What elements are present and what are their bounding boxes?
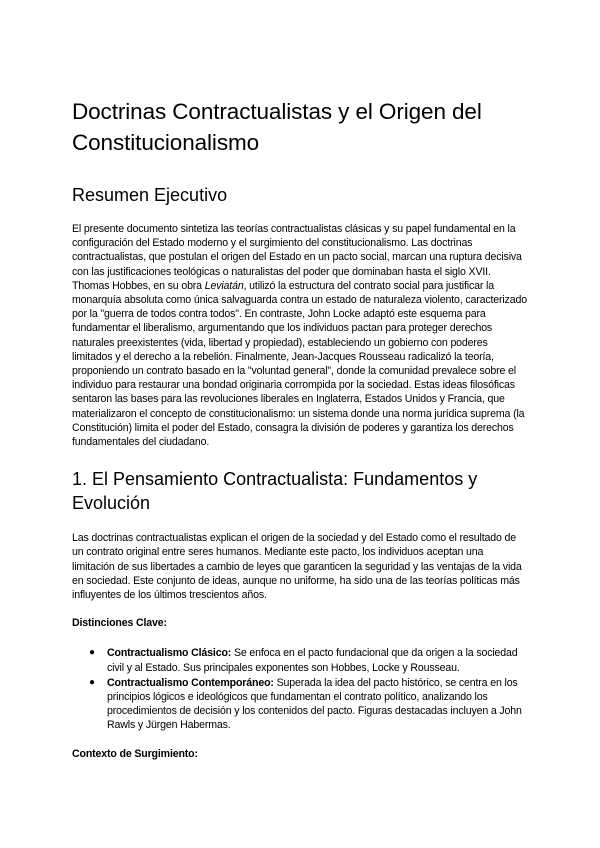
summary-text-start: El presente documento sintetiza las teorías contractualistas clásicas y su papel fundamental en la configuración del Estado moderno y el surgimiento del constitucionalismo. Las doctrinas contractualistas, que postulan el origen del Estado en un pacto social, marcan una ruptura decisiva con las justificaciones teológicas o naturalistas del poder que dominaban hasta el siglo XVII. Thomas Hobbes, en su obra [72, 223, 522, 292]
list-item [89, 676, 528, 733]
summary-book-title: Leviatán [204, 279, 244, 292]
list-item-term: Contractualismo Contemporáneo: [107, 676, 274, 689]
list-item-text: Superada la idea del pacto histórico, se centra en los principios lógicos e ideológicos que fundamentan el contrato político, analizando los procedimientos de decisión y los contenidos del pacto. Figuras destacadas incluyen a John Rawls y Jürgen Habermas. [107, 676, 522, 732]
section-1-paragraph: Las doctrinas contractualistas explican el origen de la sociedad y del Estado como el resultado de un contrato original entre seres humanos. Mediante este pacto, los individuos aceptan una limitación de sus libertades a cambio de leyes que garanticen la seguridad y las ventajas de la vida en sociedad. Este conjunto de ideas, aunque no uniforme, ha sido una de las teorías políticas más influyentes de los últimos trescientos años. [72, 532, 522, 602]
summary-text-end: , utilizó la estructura del contrato social para justificar la monarquía absoluta como única salvaguarda contra un estado de naturaleza violento, caracterizado por la "guerra de todos contra todos". En contraste, John Locke adaptó este esquema para fundamentar el liberalismo, argumentando que los individuos pactan para proteger derechos naturales preexistentes (vida, libertad y propiedad), estableciendo un gobierno con poderes limitados y el derecho a la rebelión. Finalmente, Jean-Jacques Rousseau radicalizó la teoría, proponiendo un contrato basado en la "voluntad general", donde la comunidad prevalece sobre el individuo para restaurar una bondad originaria corrompida por la sociedad. Estas ideas filosóficas sentaron las bases para las revoluciones liberales en Inglaterra, Estados Unidos y Francia, que materializaron el concepto de constitucionalismo: un sistema donde una norma jurídica suprema (la Constitución) limita el poder del Estado, consagra la división de poderes y garantiza los derechos fundamentales del ciudadano. [72, 279, 527, 449]
distinctions-list [72, 646, 528, 732]
context-label: Contexto de Surgimiento: [72, 747, 198, 760]
distinctions-label: Distinciones Clave: [72, 617, 167, 630]
list-item [89, 646, 528, 674]
list-item-term: Contractualismo Clásico: [107, 647, 232, 660]
section-1-heading: 1. El Pensamiento Contractualista: Fundamentos y Evolución [72, 469, 478, 514]
document-title: Doctrinas Contractualistas y el Origen del Constitucionalismo [72, 99, 482, 155]
summary-paragraph [72, 222, 528, 449]
bullet-icon: ● [89, 647, 95, 659]
summary-heading: Resumen Ejecutivo [72, 185, 228, 205]
list-item-text: Se enfoca en el pacto fundacional que da origen a la sociedad civil y al Estado. Sus principales exponentes son Hobbes, Locke y Rousseau. [107, 647, 518, 674]
bullet-icon: ● [89, 676, 95, 688]
